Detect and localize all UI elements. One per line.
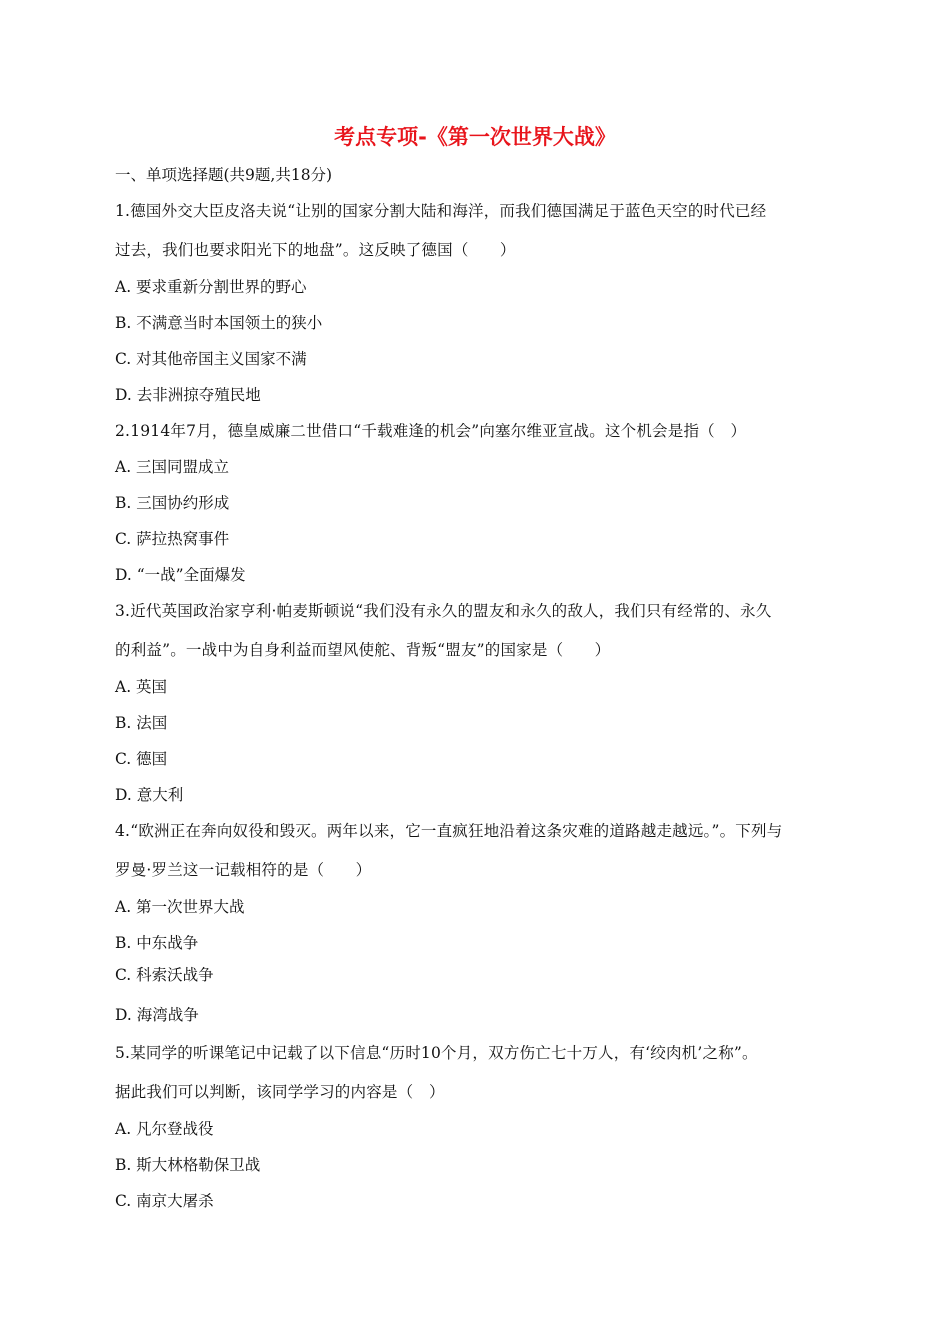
question-1-stem-line-1: 1.德国外交大臣皮洛夫说“让别的国家分割大陆和海洋，而我们德国满足于蓝色天空的时代已经 xyxy=(115,202,767,220)
question-4-option-c: C. 科索沃战争 xyxy=(115,966,214,984)
question-2-option-a: A. 三国同盟成立 xyxy=(115,458,230,476)
question-1-option-b: B. 不满意当时本国领土的狭小 xyxy=(115,314,323,332)
question-5-option-b: B. 斯大林格勒保卫战 xyxy=(115,1156,261,1174)
question-3-option-c: C. 德国 xyxy=(115,750,168,768)
question-2-option-d: D. “一战”全面爆发 xyxy=(115,566,246,584)
question-1-option-d: D. 去非洲掠夺殖民地 xyxy=(115,386,261,404)
question-4-stem-line-2: 罗曼·罗兰这一记载相符的是（ ） xyxy=(115,861,372,879)
question-1-option-a: A. 要求重新分割世界的野心 xyxy=(115,278,307,296)
question-1-stem-line-2: 过去，我们也要求阳光下的地盘”。这反映了德国（ ） xyxy=(115,241,516,259)
question-2-stem-line-1: 2.1914年7月，德皇威廉二世借口“千载难逢的机会”向塞尔维亚宣战。这个机会是指（ ） xyxy=(115,422,747,440)
question-3-option-a: A. 英国 xyxy=(115,678,168,696)
question-3-option-b: B. 法国 xyxy=(115,714,168,732)
page-title: 考点专项-《第一次世界大战》 xyxy=(334,125,616,149)
question-5-option-a: A. 凡尔登战役 xyxy=(115,1120,214,1138)
question-3-stem-line-2: 的利益”。一战中为自身利益而望风使舵、背叛“盟友”的国家是（ ） xyxy=(115,641,611,659)
question-4-option-d: D. 海湾战争 xyxy=(115,1006,199,1024)
question-1-option-c: C. 对其他帝国主义国家不满 xyxy=(115,350,307,368)
question-4-option-b: B. 中东战争 xyxy=(115,934,199,952)
question-5-stem-line-2: 据此我们可以判断，该同学学习的内容是（ ） xyxy=(115,1083,445,1101)
question-3-stem-line-1: 3.近代英国政治家亨利·帕麦斯顿说“我们没有永久的盟友和永久的敌人，我们只有经常的、永久 xyxy=(115,602,772,620)
question-2-option-c: C. 萨拉热窝事件 xyxy=(115,530,230,548)
question-3-option-d: D. 意大利 xyxy=(115,786,184,804)
question-5-option-c: C. 南京大屠杀 xyxy=(115,1192,214,1210)
question-2-option-b: B. 三国协约形成 xyxy=(115,494,230,512)
section-heading: 一、单项选择题(共9题,共18分) xyxy=(115,166,333,184)
question-4-option-a: A. 第一次世界大战 xyxy=(115,898,245,916)
question-5-stem-line-1: 5.某同学的听课笔记中记载了以下信息“历时10个月，双方伤亡七十万人，有‘绞肉机’之称”。 xyxy=(115,1044,758,1062)
question-4-stem-line-1: 4.“欧洲正在奔向奴役和毁灭。两年以来，它一直疯狂地沿着这条灾难的道路越走越远。”。下列与 xyxy=(115,822,783,840)
